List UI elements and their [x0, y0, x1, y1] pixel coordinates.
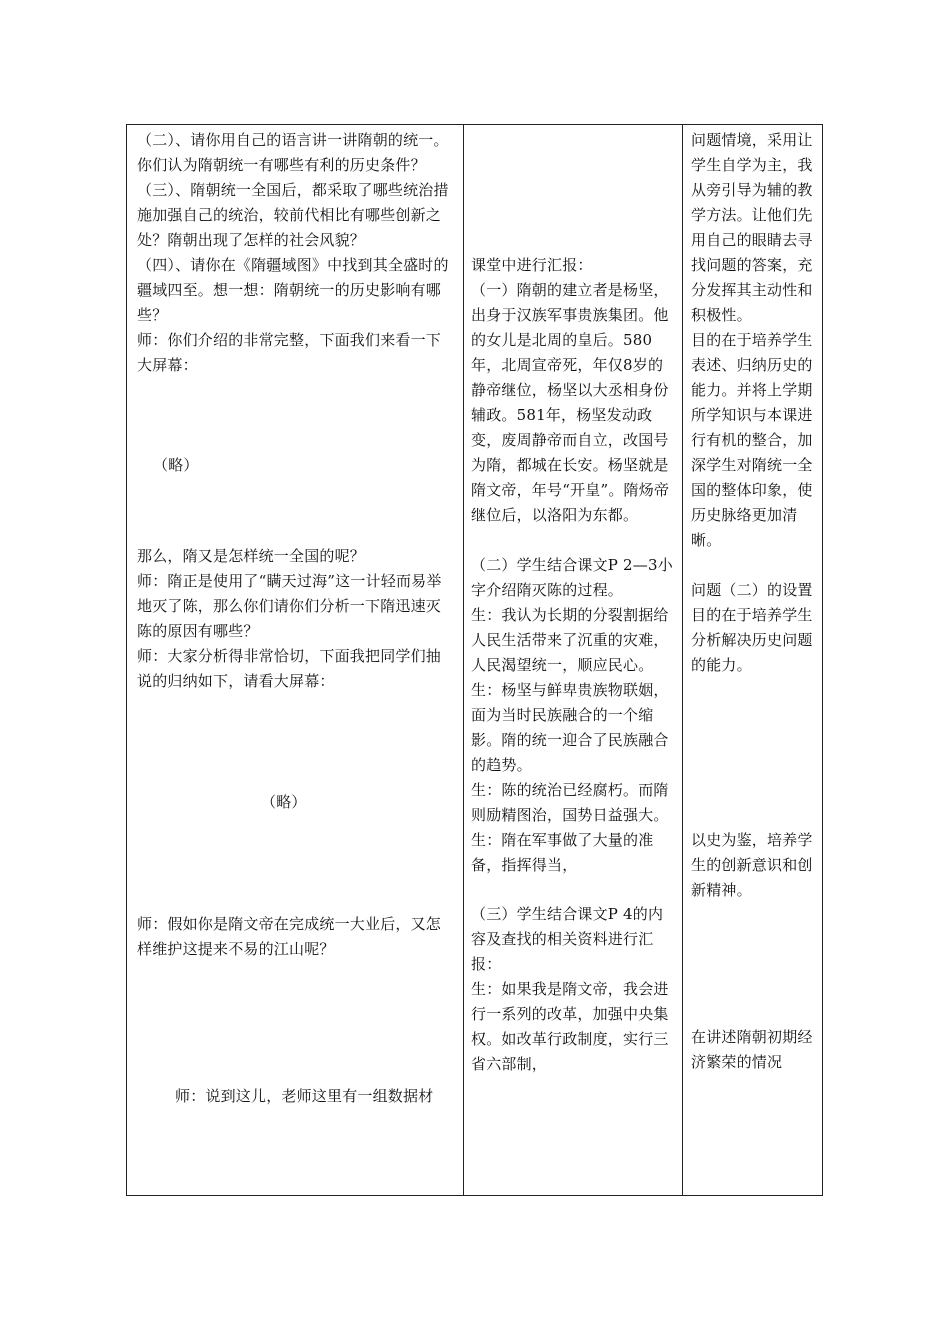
intent-note: 在讲述隋朝初期经济繁荣的情况 [691, 1028, 813, 1071]
report-conquest: （二）学生结合课文P 2—3小字介绍隋灭陈的过程。 [471, 556, 673, 599]
report-founding: （一）隋朝的建立者是杨坚，出身于汉族军事贵族集团。他的女儿是北周的皇后。580年，北周宣帝死，年仅8岁的静帝继位，杨坚以大丞相身份辅政。581年，杨坚发动政变，废周静帝而自立，改国号为隋，都城在长安。杨坚就是隋文帝，年号“开皇”。隋炀帝继位后，以洛阳为东都。 [471, 281, 670, 524]
intent-note: 问题情境，采用让学生自学为主，我从旁引导为辅的教学方法。让他们先用自己的眼睛去寻找问题的答案，充分发挥其主动性和积极性。 [691, 131, 813, 324]
teacher-question-chen: 师：隋正是使用了“瞒天过海”这一计轻而易举地灭了陈，那么你们请你们分析一下隋迅速灭陈的原因有哪些？ [137, 572, 442, 640]
table-row [127, 125, 823, 1196]
omitted-note: （略） [261, 793, 307, 811]
intent-note: 问题（二）的设置目的在于培养学生分析解决历史问题的能力。 [691, 581, 813, 674]
student-activity-cell [464, 125, 683, 1196]
transition-question: 那么，隋又是怎样统一全国的呢？ [137, 547, 366, 565]
student-answer: 生：如果我是隋文帝，我会进行一系列的改革，加强中央集权。如改革行政制度，实行三省六部制， [471, 980, 669, 1073]
teacher-remark-screen: 师：你们介绍的非常完整，下面我们来看一下大屏幕： [137, 331, 442, 374]
lesson-plan-table [126, 124, 823, 1196]
student-answer: 生：我认为长期的分裂割据给人民生活带来了沉重的灾难，人民渴望统一，顺应民心。 [471, 606, 669, 674]
student-answer: 生：杨坚与鲜卑贵族物联姻，面为当时民族融合的一个缩影。隋的统一迎合了民族融合的趋势。 [471, 681, 669, 774]
teacher-activity-cell [127, 125, 464, 1196]
intent-note: 目的在于培养学生表述、归纳历史的能力。并将上学期所学知识与本课进行有机的整合，加深学生对隋统一全国的整体印象，使历史脉络更加清晰。 [691, 331, 813, 549]
teacher-data-remark: 师：说到这儿，老师这里有一组数据材 [175, 1087, 434, 1105]
teacher-question-emperor: 师：假如你是隋文帝在完成统一大业后，又怎样维护这提来不易的江山呢？ [137, 915, 442, 958]
report-reform: （三）学生结合课文P 4的内容及查找的相关资料进行汇报： [471, 905, 664, 973]
student-answer: 生：隋在军事做了大量的准备，指挥得当， [471, 831, 654, 874]
omitted-note: （略） [153, 456, 199, 474]
design-intent-cell [683, 125, 823, 1196]
intent-note: 以史为鉴，培养学生的创新意识和创新精神。 [691, 831, 813, 899]
report-intro: 课堂中进行汇报： [471, 256, 593, 274]
question-two: （二）、请你用自己的语言讲一讲隋朝的统一。你们认为隋朝统一有哪些有利的历史条件？ [137, 131, 449, 174]
question-four: （四）、请你在《隋疆域图》中找到其全盛时的疆域四至。想一想：隋朝统一的历史影响有哪些？ [137, 256, 449, 324]
question-three: （三）、隋朝统一全国后，都采取了哪些统治措施加强自己的统治，较前代相比有哪些创新之处？隋朝出现了怎样的社会风貌？ [137, 181, 449, 249]
student-answer: 生：陈的统治已经腐朽。而隋则励精图治，国势日益强大。 [471, 781, 669, 824]
teacher-summary-remark: 师：大家分析得非常恰切，下面我把同学们抽说的归纳如下，请看大屏幕： [137, 647, 442, 690]
